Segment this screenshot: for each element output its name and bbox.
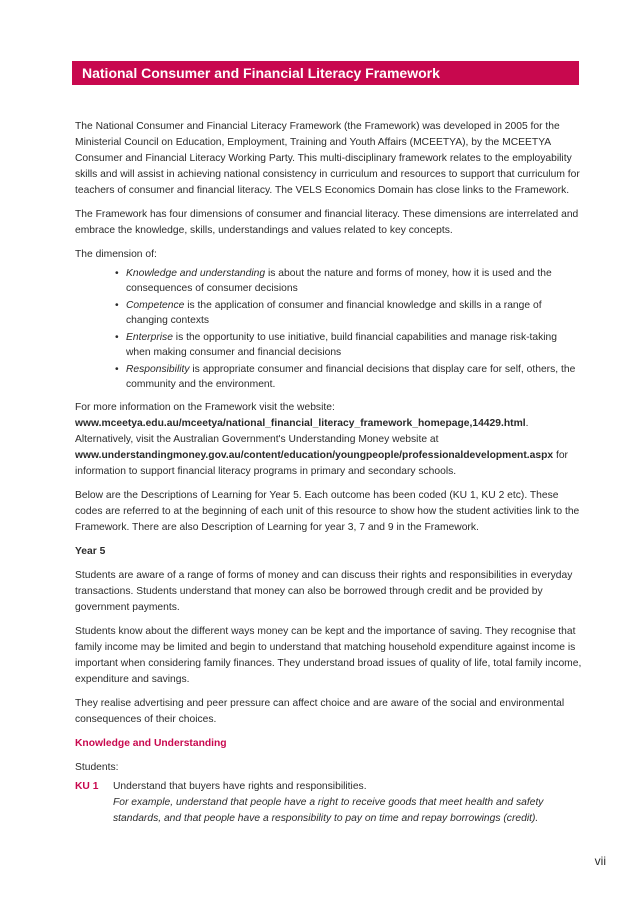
more-info-mid: . Alternatively, visit the Australian Government's Understanding Money website at	[75, 418, 529, 445]
list-item	[115, 330, 583, 360]
ku-body	[113, 779, 583, 827]
bullet-icon: •	[115, 332, 119, 343]
dimensions-label: The dimension of:	[75, 249, 157, 260]
dimension-term: Knowledge and understanding	[126, 268, 266, 279]
understanding-money-link[interactable]: www.understandingmoney.gov.au/content/education/youngpeople/professionaldevelopment.aspx	[75, 450, 554, 461]
bullet-icon: •	[115, 268, 119, 279]
ku-statement: Understand that buyers have rights and responsibilities.	[113, 781, 367, 792]
ku-code: KU 1	[75, 781, 99, 792]
ku-heading: Knowledge and Understanding	[75, 738, 227, 749]
section-banner: National Consumer and Financial Literacy Framework	[72, 61, 579, 85]
page-content	[75, 119, 583, 827]
dimension-term: Enterprise	[126, 332, 173, 343]
dimensions-list	[75, 266, 583, 392]
year5-heading: Year 5	[75, 546, 106, 557]
page-number: vii	[594, 854, 606, 868]
dimension-term: Responsibility	[126, 364, 190, 375]
intro-paragraph-1: The National Consumer and Financial Literacy Framework (the Framework) was developed in 2005 for the Ministerial Council on Education, Employment, Training and Youth Affairs (MCEETYA), by the MCEETYA Consumer and Financial Literacy Working Party. This multi-disciplinary framework relates to the employability skills and will assist in achieving national consistency in curriculum and resources to support that curriculum for teachers of consumer and financial literacy. The VELS Economics Domain has close links to the Framework.	[75, 121, 580, 196]
intro-paragraph-2: The Framework has four dimensions of consumer and financial literacy. These dimensions are interrelated and embrace the knowledge, skills, understandings and values related to key concepts.	[75, 209, 579, 236]
year5-paragraph-3: They realise advertising and peer pressure can affect choice and are aware of the social and environmental consequences of their choices.	[75, 698, 565, 725]
bullet-icon: •	[115, 300, 119, 311]
descriptions-paragraph: Below are the Descriptions of Learning for Year 5. Each outcome has been coded (KU 1, KU 2 etc). These codes are referred to at the beginning of each unit of this resource to show how the student activities link to the Framework. There are also Description of Learning for year 3, 7 and 9 in the Framework.	[75, 490, 580, 533]
year5-paragraph-1: Students are aware of a range of forms of money and can discuss their rights and responsibilities in everyday transactions. Students understand that money can also be borrowed through credit and be provided by government payments.	[75, 570, 573, 613]
more-info-paragraph	[75, 400, 583, 480]
dimension-term: Competence	[126, 300, 185, 311]
dimension-text: is the opportunity to use initiative, build financial capabilities and manage risk-taking when making consumer and financial decisions	[126, 332, 557, 358]
list-item	[115, 298, 583, 328]
more-info-post: for information to support financial literacy programs in primary and secondary schools.	[75, 450, 568, 477]
dimension-text: is the application of consumer and financial knowledge and skills in a range of changing contexts	[126, 300, 542, 326]
list-item	[115, 266, 583, 296]
ku-example: For example, understand that people have a right to receive goods that meet health and safety standards, and that people have a responsibility to pay on time and repay borrowings (credit).	[113, 797, 544, 824]
more-info-pre: For more information on the Framework visit the website:	[75, 402, 335, 413]
list-item	[115, 362, 583, 392]
ku-item	[75, 779, 583, 827]
bullet-icon: •	[115, 364, 119, 375]
dimension-text: is appropriate consumer and financial decisions that display care for self, others, the community and the environment.	[126, 364, 576, 390]
year5-paragraph-2: Students know about the different ways money can be kept and the importance of saving. They recognise that family income may be limited and begin to understand that matching household expenditure against income is important when considering family finances. They understand broad issues of quality of life, total family income, expenditure and savings.	[75, 626, 582, 685]
students-label: Students:	[75, 762, 119, 773]
framework-link[interactable]: www.mceetya.edu.au/mceetya/national_financial_literacy_framework_homepage,14429.html	[75, 418, 526, 429]
dimension-text: is about the nature and forms of money, how it is used and the consequences of consumer decisions	[126, 268, 552, 294]
